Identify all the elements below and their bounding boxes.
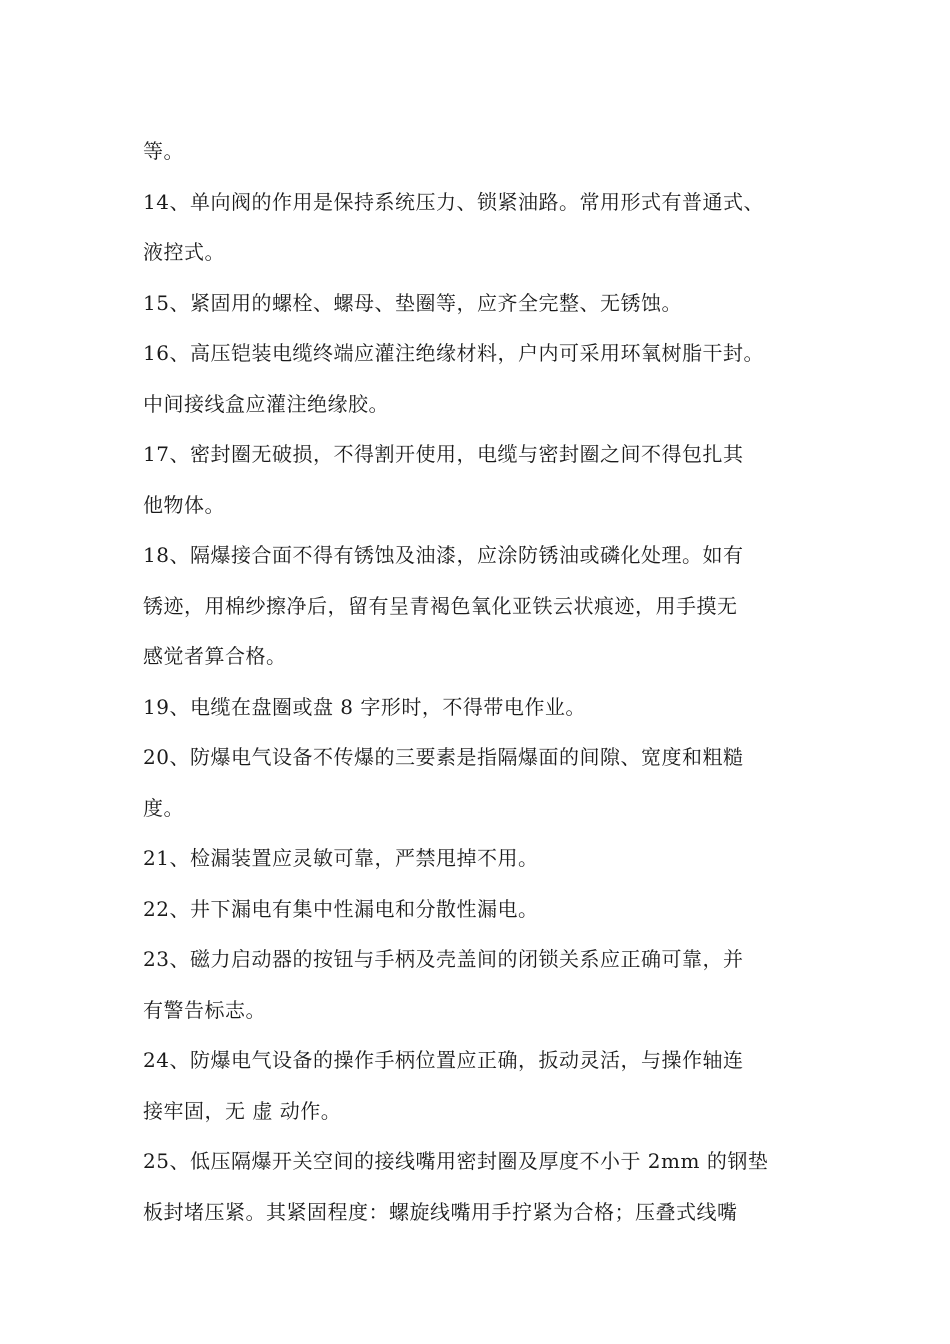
text-line: 23、磁力启动器的按钮与手柄及壳盖间的闭锁关系应正确可靠，并 bbox=[143, 947, 744, 971]
text-line: 18、隔爆接合面不得有锈蚀及油漆，应涂防锈油或磷化处理。如有 bbox=[143, 543, 744, 567]
text-line: 17、密封圈无破损，不得割开使用，电缆与密封圈之间不得包扎其 bbox=[143, 442, 744, 466]
text-line: 锈迹，用棉纱擦净后，留有呈青褐色氧化亚铁云状痕迹，用手摸无 bbox=[143, 593, 738, 618]
text-line: 14、单向阀的作用是保持系统压力、锁紧油路。常用形式有普通式、 bbox=[143, 189, 764, 214]
text-line: 感觉者算合格。 bbox=[143, 644, 287, 668]
text-line: 接牢固，无 虚 动作。 bbox=[143, 1098, 342, 1123]
text-line: 他物体。 bbox=[143, 492, 225, 517]
text-line: 24、防爆电气设备的操作手柄位置应正确，扳动灵活，与操作轴连 bbox=[143, 1048, 744, 1072]
text-line: 16、高压铠装电缆终端应灌注绝缘材料，户内可采用环氧树脂干封。 bbox=[143, 341, 764, 365]
text-line: 22、井下漏电有集中性漏电和分散性漏电。 bbox=[143, 896, 539, 921]
text-line: 15、紧固用的螺栓、螺母、垫圈等，应齐全完整、无锈蚀。 bbox=[143, 290, 682, 315]
document-body bbox=[143, 126, 823, 1237]
text-line: 度。 bbox=[143, 795, 184, 820]
text-line: 21、检漏装置应灵敏可靠，严禁甩掉不用。 bbox=[143, 846, 539, 870]
text-line: 等。 bbox=[143, 139, 184, 163]
text-line: 20、防爆电气设备不传爆的三要素是指隔爆面的间隙、宽度和粗糙 bbox=[143, 745, 744, 769]
text-line: 25、低压隔爆开关空间的接线嘴用密封圈及厚度不小于 2mm 的钢垫 bbox=[143, 1149, 769, 1173]
text-line: 板封堵压紧。其紧固程度：螺旋线嘴用手拧紧为合格；压叠式线嘴 bbox=[143, 1199, 738, 1224]
text-line: 中间接线盒应灌注绝缘胶。 bbox=[143, 391, 389, 416]
text-line: 19、电缆在盘圈或盘 8 字形时，不得带电作业。 bbox=[143, 694, 586, 719]
text-line: 液控式。 bbox=[143, 240, 225, 264]
text-line: 有警告标志。 bbox=[143, 997, 266, 1022]
